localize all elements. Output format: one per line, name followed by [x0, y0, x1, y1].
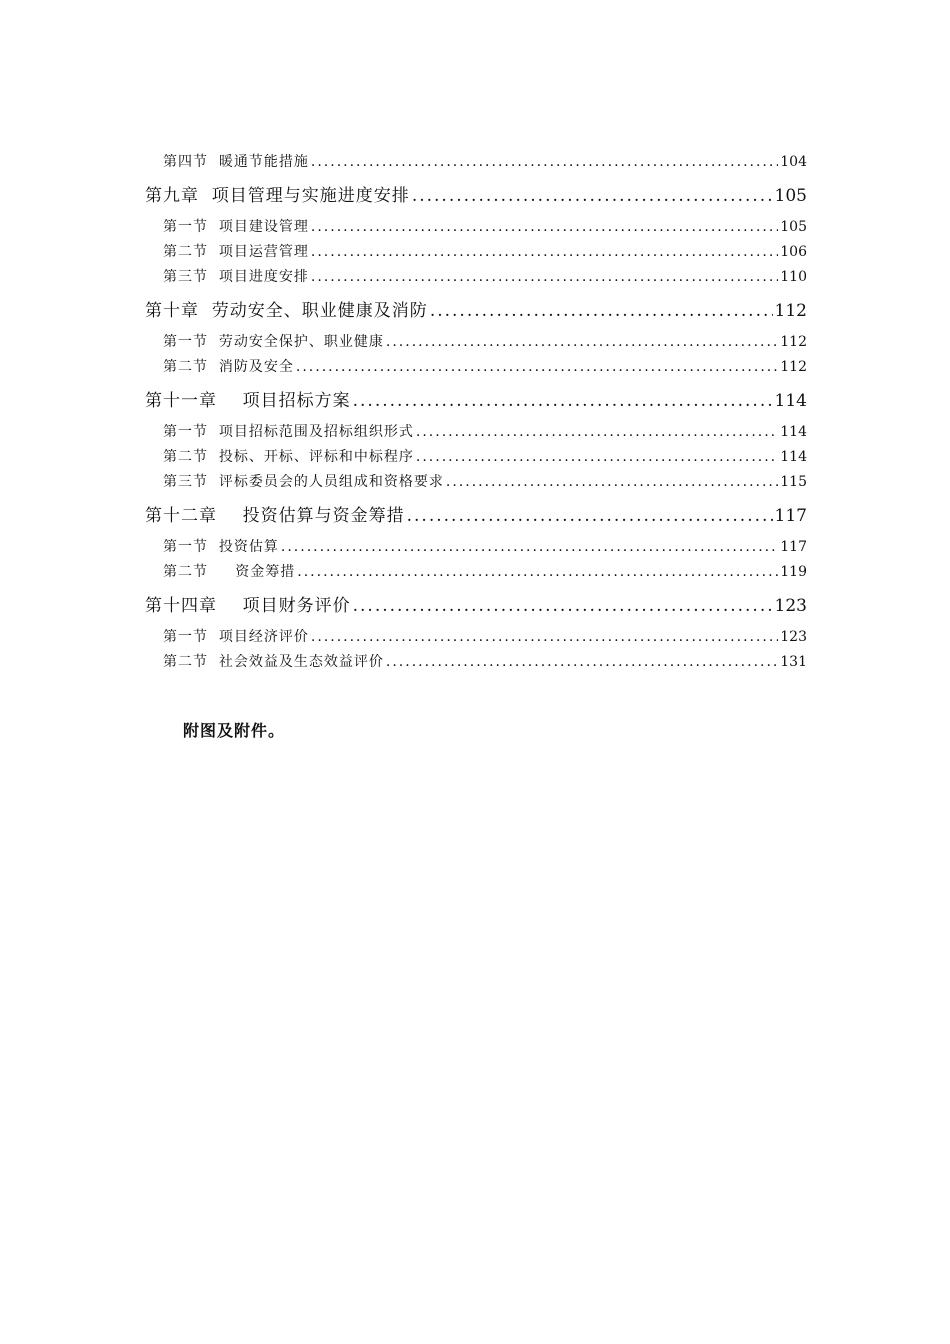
- toc-section-entry[interactable]: [145, 150, 807, 175]
- toc-entry-label: 第一节 劳动安全保护、职业健康: [163, 334, 384, 350]
- toc-page-number: 117: [780, 539, 807, 555]
- toc-dot-leader: [407, 499, 773, 533]
- toc-page-number: 114: [774, 391, 807, 411]
- toc-page-number: 117: [774, 506, 807, 526]
- toc-section-entry[interactable]: [145, 215, 807, 240]
- toc-page-number: 131: [780, 654, 807, 670]
- toc-section-entry[interactable]: [145, 240, 807, 265]
- toc-dot-leader: [311, 265, 778, 290]
- toc-dot-leader: [311, 215, 778, 240]
- toc-entry-label: 第二节 项目运营管理: [163, 244, 309, 260]
- toc-section-entry[interactable]: [145, 330, 807, 355]
- toc-dot-leader: [296, 355, 778, 380]
- toc-page-number: 115: [780, 474, 807, 490]
- toc-section-entry[interactable]: [145, 470, 807, 495]
- toc-dot-leader: [353, 589, 773, 623]
- toc-section-entry[interactable]: [145, 625, 807, 650]
- toc-entry-label: 第一节 项目建设管理: [163, 219, 309, 235]
- toc-entry-label: 第一节 项目招标范围及招标组织形式: [163, 424, 414, 440]
- toc-page-number: 104: [780, 154, 807, 170]
- toc-dot-leader: [412, 179, 773, 213]
- toc-section-entry[interactable]: [145, 650, 807, 675]
- toc-dot-leader: [311, 150, 778, 175]
- toc-dot-leader: [386, 330, 778, 355]
- toc-dot-leader: [281, 535, 778, 560]
- toc-entry-label: 第十四章 项目财务评价: [145, 596, 351, 616]
- toc-section-entry[interactable]: [145, 535, 807, 560]
- toc-dot-leader: [386, 650, 778, 675]
- table-of-contents: [145, 150, 807, 675]
- appendix-heading: 附图及附件。: [183, 721, 286, 740]
- toc-section-entry[interactable]: [145, 265, 807, 290]
- toc-entry-label: 第一节 项目经济评价: [163, 629, 309, 645]
- toc-section-entry[interactable]: [145, 445, 807, 470]
- toc-dot-leader: [446, 470, 778, 495]
- toc-entry-label: 第二节 资金筹措: [163, 564, 296, 580]
- toc-chapter-entry[interactable]: [145, 499, 807, 533]
- toc-page-number: 105: [780, 219, 807, 235]
- toc-entry-label: 第二节 社会效益及生态效益评价: [163, 654, 384, 670]
- toc-entry-label: 第二节 消防及安全: [163, 359, 294, 375]
- toc-entry-label: 第三节 项目进度安排: [163, 269, 309, 285]
- toc-entry-label: 第十一章 项目招标方案: [145, 391, 351, 411]
- toc-page-number: 112: [774, 301, 807, 321]
- toc-chapter-entry[interactable]: [145, 179, 807, 213]
- toc-dot-leader: [353, 384, 773, 418]
- toc-page-number: 112: [780, 359, 807, 375]
- toc-entry-label: 第九章 项目管理与实施进度安排: [145, 186, 410, 206]
- toc-dot-leader: [416, 420, 778, 445]
- toc-page-number: 112: [780, 334, 807, 350]
- toc-section-entry[interactable]: [145, 355, 807, 380]
- toc-entry-label: 第二节 投标、开标、评标和中标程序: [163, 449, 414, 465]
- toc-section-entry[interactable]: [145, 420, 807, 445]
- toc-page-number: 114: [780, 424, 807, 440]
- toc-dot-leader: [430, 294, 773, 328]
- toc-chapter-entry[interactable]: [145, 589, 807, 623]
- toc-page-number: 119: [780, 564, 807, 580]
- toc-page-number: 105: [774, 186, 807, 206]
- toc-dot-leader: [311, 240, 778, 265]
- toc-chapter-entry[interactable]: [145, 384, 807, 418]
- toc-page-number: 110: [780, 269, 807, 285]
- toc-page-number: 106: [780, 244, 807, 260]
- toc-entry-label: 第十二章 投资估算与资金筹措: [145, 506, 405, 526]
- toc-section-entry[interactable]: [145, 560, 807, 585]
- toc-page-number: 114: [780, 449, 807, 465]
- toc-entry-label: 第一节 投资估算: [163, 539, 279, 555]
- toc-chapter-entry[interactable]: [145, 294, 807, 328]
- toc-dot-leader: [416, 445, 778, 470]
- toc-page-number: 123: [780, 629, 807, 645]
- toc-dot-leader: [297, 560, 778, 585]
- toc-dot-leader: [311, 625, 778, 650]
- toc-entry-label: 第三节 评标委员会的人员组成和资格要求: [163, 474, 444, 490]
- toc-page-number: 123: [774, 596, 807, 616]
- toc-entry-label: 第十章 劳动安全、职业健康及消防: [145, 301, 428, 321]
- toc-entry-label: 第四节 暖通节能措施: [163, 154, 309, 170]
